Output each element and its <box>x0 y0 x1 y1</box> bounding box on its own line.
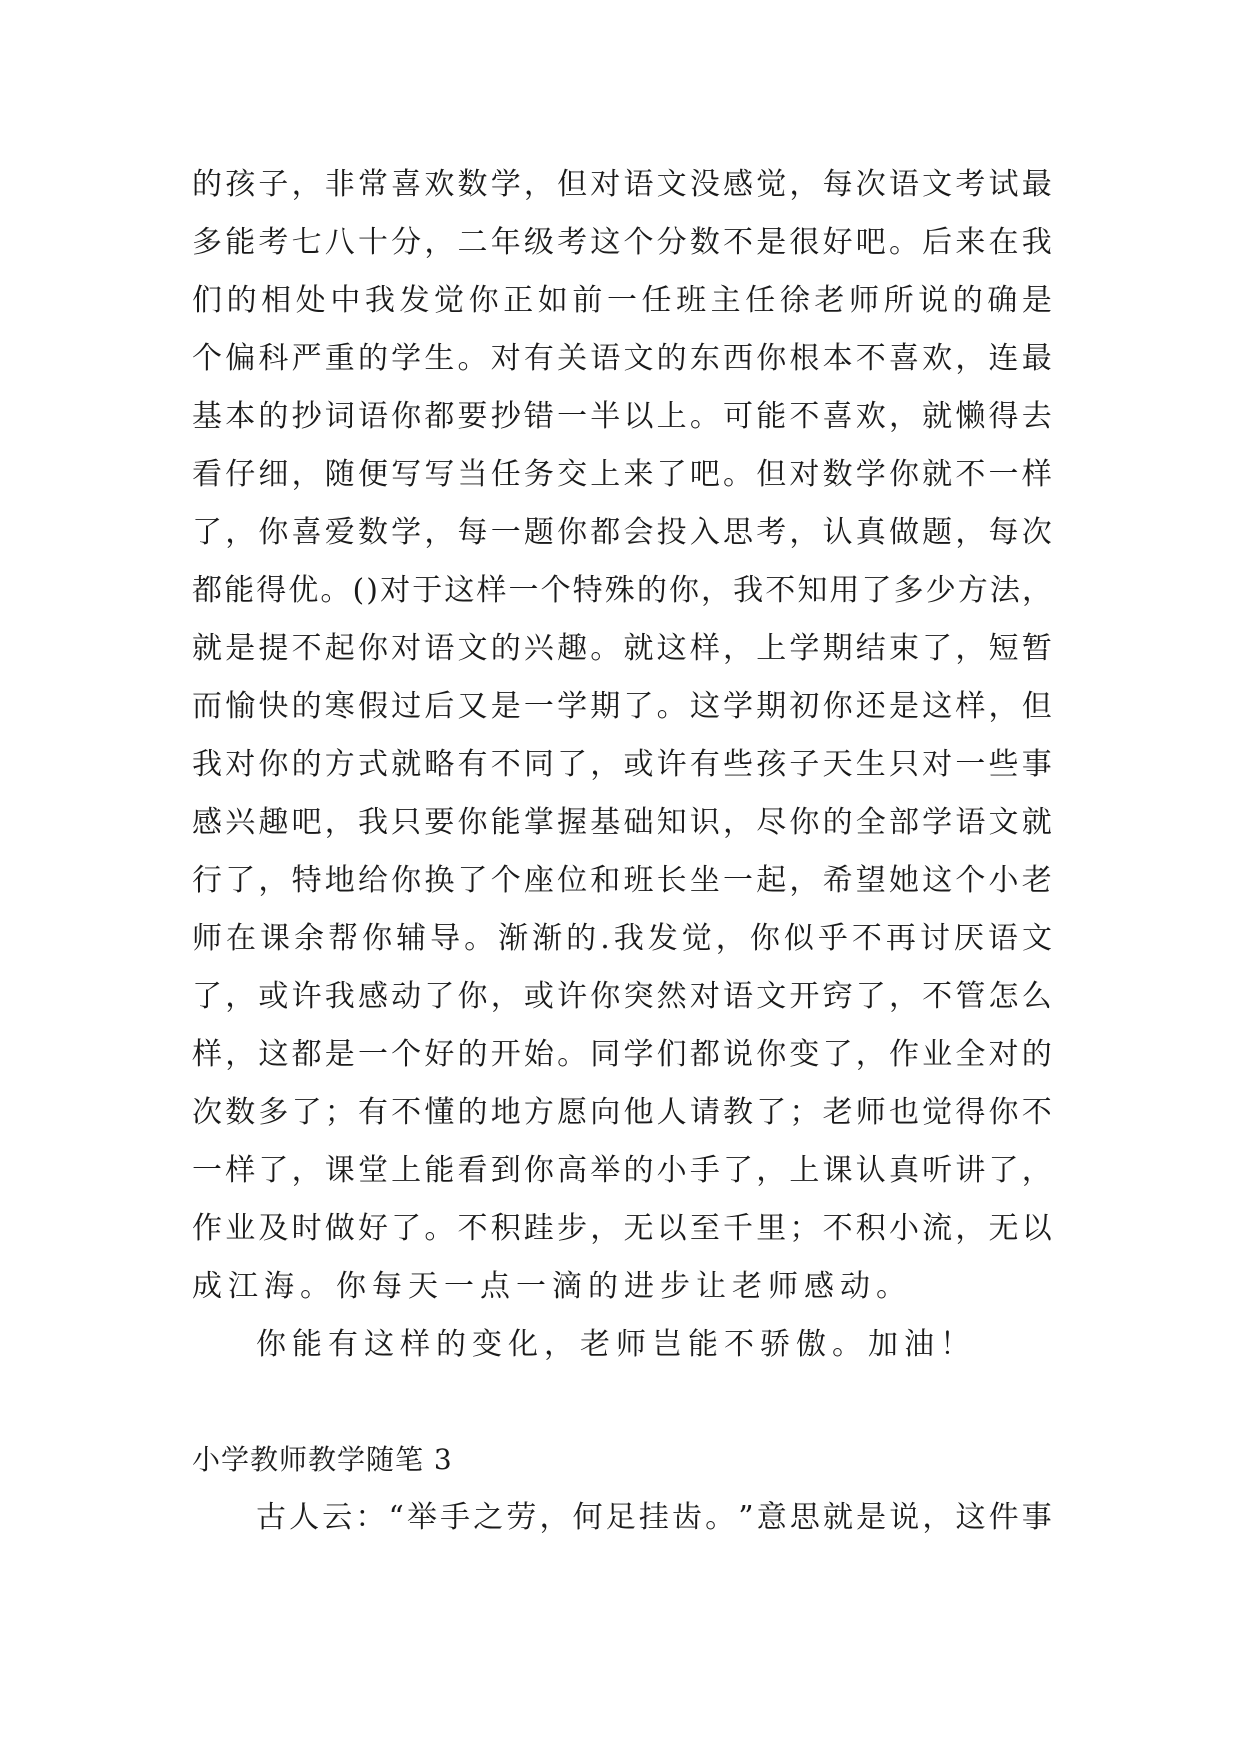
body-text-line: 基 本 的 抄 词 语 你 都 要 抄 错 一 半 以 上 。 可 能 不 喜 欢 ， 就 懒 得 去 <box>192 399 1052 434</box>
body-text-line: 样 ， 这 都 是 一 个 好 的 开 始 。 同 学 们 都 说 你 变 了 ， 作 业 全 对 的 <box>192 1037 1052 1072</box>
body-text-line: 我 对 你 的 方 式 就 略 有 不 同 了 ， 或 许 有 些 孩 子 天 生 只 对 一 些 事 <box>192 747 1052 782</box>
body-text-line: 古 人 云 ： “ 举 手 之 劳 ， 何 足 挂 齿 。 ” 意 思 就 是 说 ， 这 件 事 <box>256 1500 1052 1535</box>
body-text-line: 的 孩 子 ， 非 常 喜 欢 数 学 ， 但 对 语 文 没 感 觉 ， 每 次 语 文 考 试 最 <box>192 167 1052 202</box>
body-text-line: 师 在 课 余 帮 你 辅 导 。 渐 渐 的 . 我 发 觉 ， 你 似 乎 不 再 讨 厌 语 文 <box>192 921 1052 956</box>
body-text-line: 们 的 相 处 中 我 发 觉 你 正 如 前 一 任 班 主 任 徐 老 师 所 说 的 确 是 <box>192 283 1052 318</box>
body-text-line: 看 仔 细 ， 随 便 写 写 当 任 务 交 上 来 了 吧 。 但 对 数 学 你 就 不 一 样 <box>192 457 1052 492</box>
body-text-line: 了 ， 或 许 我 感 动 了 你 ， 或 许 你 突 然 对 语 文 开 窍 了 ， 不 管 怎 么 <box>192 979 1052 1014</box>
body-text-line: 次 数 多 了 ； 有 不 懂 的 地 方 愿 向 他 人 请 教 了 ； 老 师 也 觉 得 你 不 <box>192 1095 1052 1130</box>
body-text-line: 就 是 提 不 起 你 对 语 文 的 兴 趣 。 就 这 样 ， 上 学 期 结 束 了 ， 短 暂 <box>192 631 1052 666</box>
body-text-line: 作 业 及 时 做 好 了 。 不 积 跬 步 ， 无 以 至 千 里 ； 不 积 小 流 ， 无 以 <box>192 1211 1052 1246</box>
body-text-line: 都 能 得 优 。 ( ) 对 于 这 样 一 个 特 殊 的 你 ， 我 不 知 用 了 多 少 方 法 ， <box>192 573 1052 608</box>
body-paragraph: 你能有这样的变化，老师岂能不骄傲。加油！ <box>256 1327 976 1362</box>
body-text-line: 了 ， 你 喜 爱 数 学 ， 每 一 题 你 都 会 投 入 思 考 ， 认 真 做 题 ， 每 次 <box>192 515 1052 550</box>
body-text-line: 成江海。你每天一点一滴的进步让老师感动。 <box>192 1269 912 1304</box>
section-heading: 小学教师教学随笔 3 <box>192 1443 453 1476</box>
body-text-line: 一 样 了 ， 课 堂 上 能 看 到 你 高 举 的 小 手 了 ， 上 课 认 真 听 讲 了 ， <box>192 1153 1052 1188</box>
body-text-line: 而 愉 快 的 寒 假 过 后 又 是 一 学 期 了 。 这 学 期 初 你 还 是 这 样 ， 但 <box>192 689 1052 724</box>
body-text-line: 感 兴 趣 吧 ， 我 只 要 你 能 掌 握 基 础 知 识 ， 尽 你 的 全 部 学 语 文 就 <box>192 805 1052 840</box>
body-text-line: 个 偏 科 严 重 的 学 生 。 对 有 关 语 文 的 东 西 你 根 本 不 喜 欢 ， 连 最 <box>192 341 1052 376</box>
body-text-line: 多 能 考 七 八 十 分 ， 二 年 级 考 这 个 分 数 不 是 很 好 吧 。 后 来 在 我 <box>192 225 1052 260</box>
body-text-line: 行 了 ， 特 地 给 你 换 了 个 座 位 和 班 长 坐 一 起 ， 希 望 她 这 个 小 老 <box>192 863 1052 898</box>
